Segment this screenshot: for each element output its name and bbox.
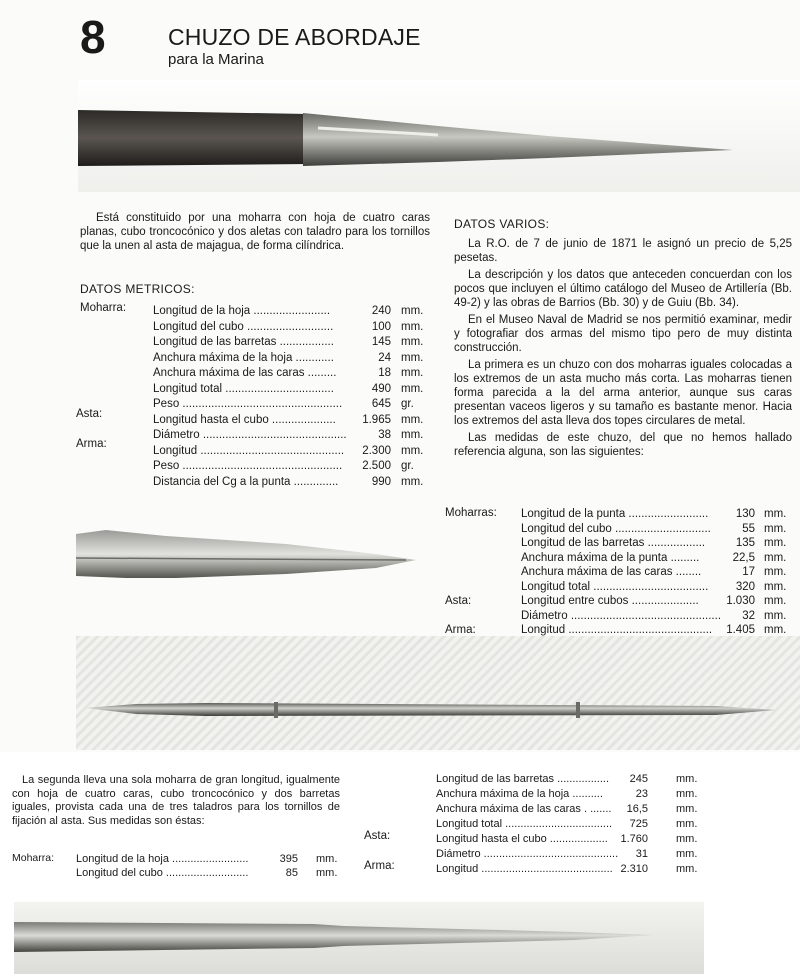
measure-label: Longitud hasta el cubo ................... [436,833,608,845]
measure-value: 38 [378,429,391,441]
photo-blade-detail [76,520,436,586]
measure-value: 145 [371,336,391,348]
measure-label: Longitud del cubo .............................. [521,522,711,535]
measure-row [153,335,425,349]
measure-unit: mm. [401,382,424,395]
metric-group-moharra: Moharra: [80,302,127,314]
measure-row [153,397,425,411]
measure-unit: mm. [676,848,698,860]
measure-row [521,580,793,594]
long-pike-image [14,902,704,974]
measure-unit: mm. [401,475,424,488]
measure-row [436,772,716,786]
measure-label: Anchura máxima de la punta ......... [521,551,700,564]
second-group-moharra: Moharra: [12,852,55,864]
measure-row [521,565,793,579]
varios-p4: La primera es un chuzo con dos moharras iguales colocadas a los extremos de un asta mucho más corta. Las moharras tienen forma parecida a la del arma anterior, aunque sus caras presentan vaceos ligeros y su tamaño es bastante menor. Hacia los extremos del asta lleva dos topes circulares de metal. [454,359,792,427]
measure-label: Peso .................................................. [153,398,343,410]
measure-row [153,366,425,380]
varios-heading: DATOS VARIOS: [454,217,550,231]
measure-row [521,522,793,536]
measure-value: 395 [279,853,298,865]
measure-label: Longitud de las barretas .................. [521,537,706,549]
measure-unit: mm. [764,624,787,636]
blade-detail-image [76,520,436,586]
measure-unit: mm. [401,367,424,379]
double-chuzo-image [76,636,800,750]
measure-value: 85 [285,867,298,879]
measure-unit: mm. [401,320,424,333]
metric-group-arma: Arma: [76,438,107,450]
measure-label: Diámetro ............................................... [521,609,721,622]
measure-unit: mm. [764,537,787,549]
measure-unit: mm. [676,773,698,785]
measure-label: Longitud de las barretas ................. [153,336,334,348]
varios-p3: En el Museo Naval de Madrid se nos permitió examinar, medir y fotografiar dos armas del mismo tipo pero de muy distinta construcción. [454,314,792,354]
measure-value: 1.030 [726,595,755,607]
metric-heading: DATOS METRICOS: [80,282,195,296]
measure-label: Longitud total ................................... [436,818,613,830]
page-title: CHUZO DE ABORDAJE [168,24,421,50]
measure-value: 2.310 [620,863,648,875]
measure-row [76,866,346,880]
measure-unit: mm. [676,863,698,875]
measure-row [436,802,716,816]
measure-row [153,382,425,396]
measure-unit: mm. [401,429,424,441]
measure-value: 18 [378,367,391,379]
measure-row [521,623,793,637]
measure-value: 23 [635,788,648,800]
measure-row [153,475,425,489]
measure-unit: mm. [401,351,424,364]
measure-label: Anchura máxima de las caras . ....... [436,803,612,815]
measure-value: 32 [742,609,755,622]
measure-unit: mm. [401,305,424,317]
measure-label: Anchura máxima de las caras ......... [153,367,337,379]
pike-head-image [78,80,800,192]
measure-value: 2.300 [362,444,391,457]
measure-label: Diámetro ............................................ [436,848,619,860]
photo-pike-head [78,80,800,192]
measure-value: 725 [629,818,648,830]
measure-label: Diámetro ............................................. [153,429,347,441]
measure-unit: mm. [676,788,698,800]
measure-unit: mm. [316,853,338,865]
measure-unit: mm. [401,444,424,457]
measure-label: Longitud total .................................. [153,382,334,395]
measure-label: Longitud de las barretas ................. [436,773,610,785]
measure-row [153,351,425,365]
measure-label: Longitud del cubo ........................... [153,320,334,333]
measure-unit: mm. [401,413,424,426]
measure-unit: mm. [764,522,787,535]
measure-unit: mm. [401,336,424,348]
measure-row [153,459,425,473]
measure-value: 320 [735,580,755,593]
photo-long-pike [14,902,704,974]
measure-unit: mm. [764,595,787,607]
measure-unit: mm. [764,609,787,622]
page-subtitle: para la Marina [168,51,264,68]
measure-row [436,847,716,861]
measure-value: 1.760 [620,833,648,845]
measure-value: 245 [629,773,648,785]
measure-unit: mm. [764,551,787,564]
measure-label: Longitud ............................................. [153,444,345,457]
second-group-asta: Asta: [364,830,391,842]
measure-label: Longitud de la hoja ......................... [76,853,249,865]
measure-row [521,594,793,608]
measure-value: 135 [735,537,755,549]
measure-value: 1.405 [726,624,755,636]
measure-value: 16,5 [626,803,648,815]
measure-row [436,832,716,846]
measure-label: Longitud ............................................. [521,624,713,636]
photo-double-chuzo [76,636,800,750]
measure-value: 55 [742,522,755,535]
measure-unit: mm. [676,818,698,830]
second-intro: La segunda lleva una sola moharra de gran longitud, igualmente con hoja de cuatro caras, cubo troncocónico y dos barretas iguales, provista cada una de tres taladros para los tornillos de fijación al asta. Sus medidas son éstas: [12,774,340,827]
first-group-asta: Asta: [445,595,472,607]
measure-value: 17 [742,566,755,578]
varios-p2: La descripción y los datos que anteceden concuerdan con los pocos que incluyen el último catálogo del Museo de Artillería (Bb. 49-2) y las obras de Barrios (Bb. 30) y de Guiu (Bb. 34). [454,269,792,309]
measure-label: Anchura máxima de la hoja ............ [153,351,334,364]
measure-row [153,304,425,318]
measure-value: 31 [635,848,648,860]
measure-row [521,507,793,521]
measure-row [521,551,793,565]
measure-unit: mm. [764,566,787,578]
measure-label: Anchura máxima de la hoja .......... [436,788,603,800]
first-group-arma: Arma: [445,624,476,636]
measure-value: 130 [735,508,755,520]
measure-label: Distancia del Cg a la punta .............. [153,475,339,488]
measure-label: Longitud entre cubos ..................... [521,595,699,607]
measure-row [153,320,425,334]
measure-value: 24 [378,351,391,364]
measure-row [436,817,716,831]
measure-value: 645 [371,398,391,410]
measure-unit: mm. [764,508,787,520]
measure-value: 1.965 [362,413,391,426]
intro-paragraph: Está constituido por una moharra con hoja de cuatro caras planas, cubo troncocónico y dos aletas con taladro para los tornillos que la unen al asta de majagua, de forma cilíndrica. [80,212,430,252]
measure-label: Longitud total .................................... [521,580,709,593]
varios-p1: La R.O. de 7 de junio de 1871 le asignó un precio de 5,25 pesetas. [454,238,792,264]
measure-unit: mm. [764,580,787,593]
measure-row [153,413,425,427]
measure-label: Longitud ........................................... [436,863,613,875]
metric-group-asta: Asta: [76,408,103,420]
measure-label: Longitud de la punta ......................... [521,508,709,520]
lower-panel [0,752,800,974]
measure-label: Peso .................................................. [153,460,343,472]
measure-row [153,444,425,458]
measure-row [521,536,793,550]
measure-row [521,609,793,623]
measure-value: 490 [371,382,391,395]
measure-unit: mm. [676,833,698,845]
measure-row [153,428,425,442]
measure-value: 990 [371,475,391,488]
measure-label: Longitud del cubo ........................... [76,867,249,879]
measure-row [436,787,716,801]
first-group-moharras: Moharras: [445,507,497,519]
measure-value: 22,5 [732,551,755,564]
measure-label: Longitud hasta el cubo .................... [153,413,336,426]
measure-value: 240 [371,305,391,317]
second-group-arma: Arma: [364,860,395,872]
varios-text [454,237,792,459]
measure-row [436,862,716,876]
measure-label: Anchura máxima de las caras ........ [521,566,702,578]
measure-value: 2.500 [362,460,391,472]
measure-unit: gr. [401,398,414,410]
measure-unit: mm. [676,803,698,815]
measure-label: Longitud de la hoja ........................ [153,305,331,317]
measure-value: 100 [371,320,391,333]
measure-row [76,852,346,866]
varios-p5: Las medidas de este chuzo, del que no hemos hallado referencia alguna, son las siguientes: [454,432,792,458]
measure-unit: gr. [401,460,414,472]
chapter-number: 8 [80,11,106,63]
measure-unit: mm. [316,867,338,879]
